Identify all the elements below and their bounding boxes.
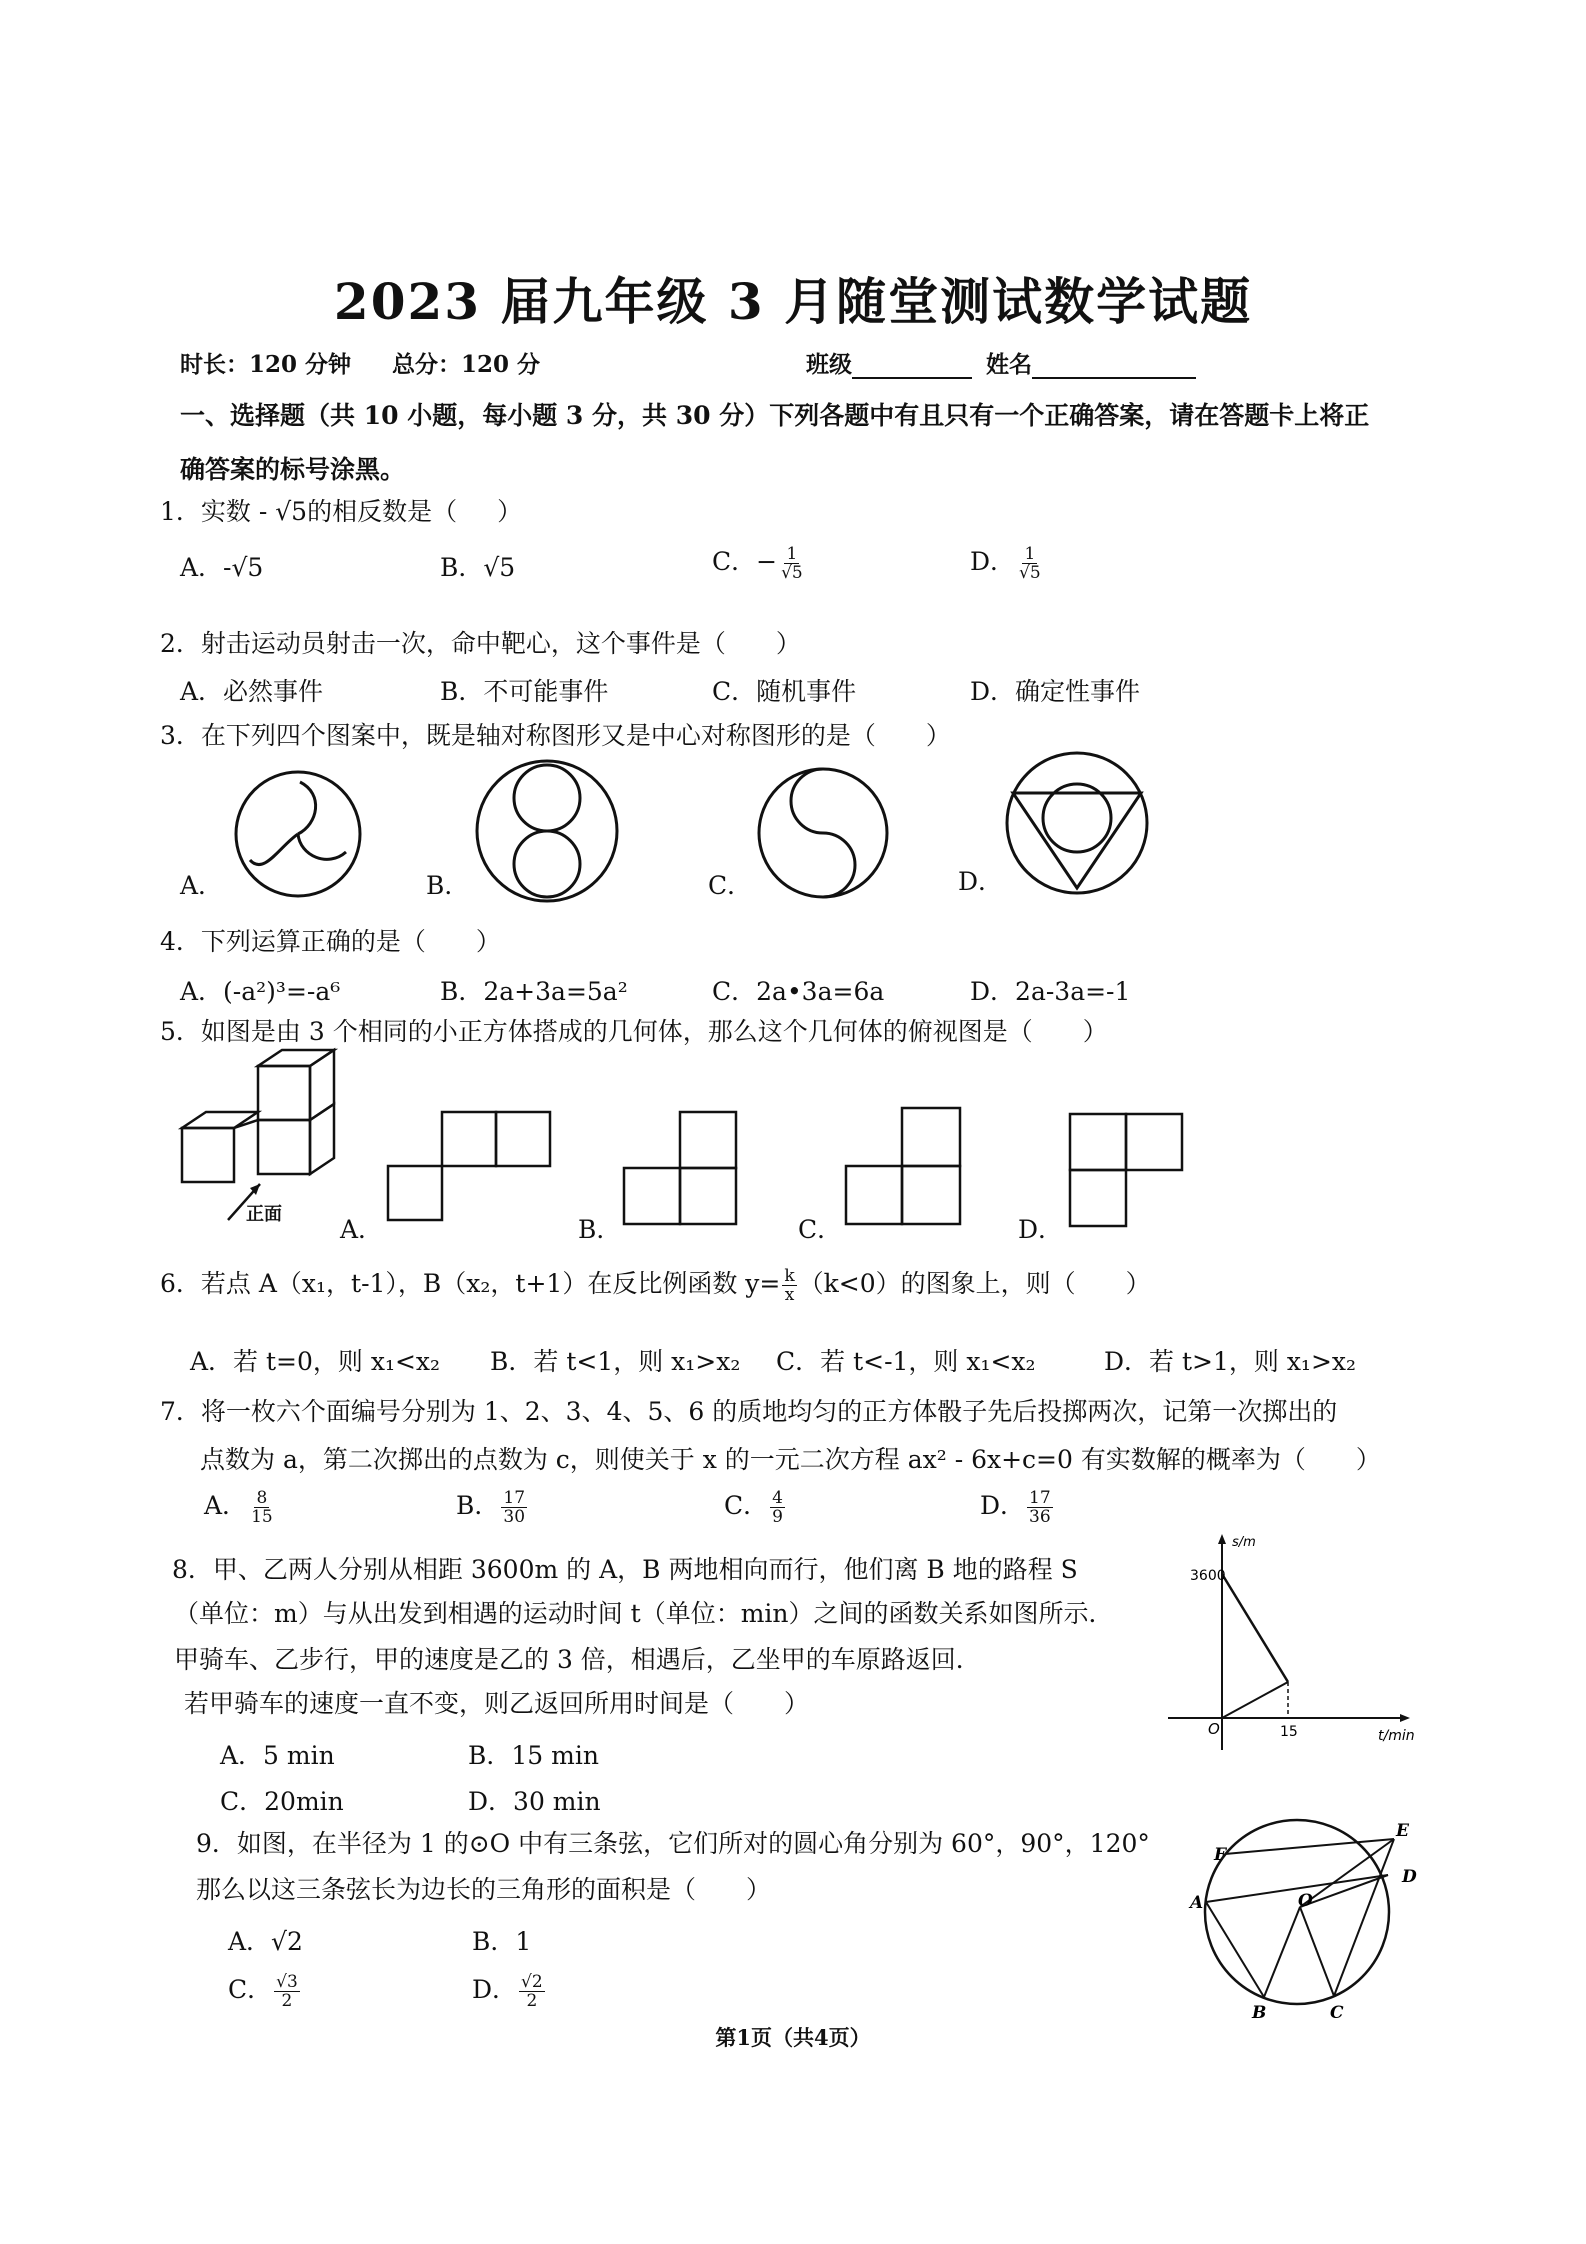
name-blank[interactable] xyxy=(1032,355,1196,379)
q4-option-d[interactable]: D．2a-3a=-1 xyxy=(970,977,1131,1006)
question-8-line1: 8．甲、乙两人分别从相距 3600m 的 A，B 两地相向而行，他们离 B 地的路程 S xyxy=(172,1555,1078,1584)
graph-y-axis-label: s/m xyxy=(1232,1535,1256,1550)
name-label: 姓名 xyxy=(986,351,1032,378)
q1-option-b[interactable]: B．√5 xyxy=(440,553,516,582)
q9-circle-chords-figure xyxy=(1190,1808,1450,2028)
q3-option-a[interactable]: A． xyxy=(180,871,224,900)
point-label-a: A xyxy=(1190,1893,1204,1913)
total-score-info: 总分：120 分 xyxy=(392,351,541,378)
question-4-stem: 4．下列运算正确的是（ ） xyxy=(160,927,501,956)
question-9-line1: 9．如图，在半径为 1 的⊙O 中有三条弦，它们所对的圆心角分别为 60°，90°，120° xyxy=(196,1829,1150,1858)
question-9-line2: 那么以这三条弦长为边长的三角形的面积是（ ） xyxy=(196,1875,772,1904)
question-7-line2: 点数为 a，第二次掷出的点数为 c，则使关于 x 的一元二次方程 ax² - 6x+c=0 有实数解的概率为（ ） xyxy=(200,1445,1381,1474)
page-title: 2023 届九年级 3 月随堂测试数学试题 xyxy=(333,272,1253,331)
q5-option-a[interactable]: A． xyxy=(340,1215,384,1244)
q2-option-b[interactable]: B．不可能事件 xyxy=(440,677,609,706)
q3-option-c[interactable]: C． xyxy=(708,871,753,900)
q1-option-a[interactable]: A．-√5 xyxy=(180,553,264,582)
name-field[interactable] xyxy=(986,346,1196,379)
point-label-d: D xyxy=(1402,1867,1417,1887)
duration-info: 时长：120 分钟 xyxy=(180,351,352,378)
q3-option-d[interactable]: D． xyxy=(958,867,1004,896)
q9-option-a[interactable]: A．√2 xyxy=(228,1927,303,1956)
graph-x-tick: 15 xyxy=(1280,1724,1298,1740)
class-field[interactable] xyxy=(806,346,972,379)
question-6-stem: 6．若点 A（x₁，t-1），B（x₂，t+1）在反比例函数 y= $\frac{k}{x}$ （k<0）的图象上，则（ ） xyxy=(160,1266,1151,1305)
question-7-line1: 7．将一枚六个面编号分别为 1、2、3、4、5、6 的质地均匀的正方体骰子先后投掷两次，记第一次掷出的 xyxy=(160,1397,1338,1426)
question-8-line4: 若甲骑车的速度一直不变，则乙返回所用时间是（ ） xyxy=(184,1689,810,1718)
q6-option-c[interactable]: C．若 t<-1，则 x₁<x₂ xyxy=(776,1347,1036,1376)
q1-option-c[interactable]: C．− $\frac{1}{√5}$ xyxy=(712,544,803,583)
question-8-line2: （单位：m）与从出发到相遇的运动时间 t（单位：min）之间的函数关系如图所示． xyxy=(174,1599,1114,1628)
q4-option-b[interactable]: B．2a+3a=5a² xyxy=(440,977,628,1006)
q3-figure-d-triangle-circle xyxy=(1002,748,1152,898)
q9-option-d[interactable]: D． $\frac{√2}{2}$ xyxy=(472,1972,543,2011)
graph-origin-label: O xyxy=(1208,1720,1220,1738)
page-footer: 第1页（共4页） xyxy=(715,2025,871,2050)
point-label-f: F xyxy=(1214,1845,1227,1865)
question-5-stem: 5．如图是由 3 个相同的小正方体搭成的几何体，那么这个几何体的俯视图是（ ） xyxy=(160,1017,1108,1046)
q5-option-c[interactable]: C． xyxy=(798,1215,843,1244)
q3-figure-a-swirl xyxy=(228,764,368,904)
q8-option-b[interactable]: B．15 min xyxy=(468,1741,599,1770)
q8-option-a[interactable]: A．5 min xyxy=(220,1741,335,1770)
q6-option-d[interactable]: D．若 t>1，则 x₁>x₂ xyxy=(1104,1347,1357,1376)
q4-option-a[interactable]: A．(-a²)³=-a⁶ xyxy=(180,977,341,1006)
q1-option-d[interactable]: D． $\frac{1}{√5}$ xyxy=(970,544,1041,583)
q3-figure-b-figure-eight xyxy=(472,756,622,906)
q5-front-label: 正面 xyxy=(246,1204,282,1225)
q9-option-c[interactable]: C． $\frac{√3}{2}$ xyxy=(228,1972,298,2011)
q3-option-b[interactable]: B． xyxy=(426,871,470,900)
section-instructions-line2: 确答案的标号涂黑。 xyxy=(180,455,406,484)
q5-option-c-figure xyxy=(844,1106,974,1230)
point-label-o: O xyxy=(1298,1891,1313,1911)
q6-option-a[interactable]: A．若 t=0，则 x₁<x₂ xyxy=(190,1347,441,1376)
q8-option-c[interactable]: C．20min xyxy=(220,1787,344,1816)
q8-distance-time-graph xyxy=(1160,1530,1430,1760)
q6-option-b[interactable]: B．若 t<1，则 x₁>x₂ xyxy=(490,1347,741,1376)
point-label-e: E xyxy=(1396,1821,1409,1841)
question-1-stem: 1．实数 - √5的相反数是（ ） xyxy=(160,497,523,526)
point-label-c: C xyxy=(1330,2003,1344,2023)
q5-option-d[interactable]: D． xyxy=(1018,1215,1064,1244)
point-label-b: B xyxy=(1252,2003,1267,2023)
q4-option-c[interactable]: C．2a•3a=6a xyxy=(712,977,885,1006)
question-2-stem: 2．射击运动员射击一次，命中靶心，这个事件是（ ） xyxy=(160,629,801,658)
q5-option-b-figure xyxy=(622,1110,752,1230)
q2-option-a[interactable]: A．必然事件 xyxy=(180,677,324,706)
q7-option-d[interactable]: D． $\frac{17}{36}$ xyxy=(980,1488,1051,1527)
q8-option-d[interactable]: D．30 min xyxy=(468,1787,601,1816)
q2-option-c[interactable]: C．随机事件 xyxy=(712,677,857,706)
q7-option-c[interactable]: C． $\frac{4}{9}$ xyxy=(724,1488,783,1527)
class-label: 班级 xyxy=(806,351,852,378)
graph-y-tick: 3600 xyxy=(1190,1568,1226,1584)
q9-option-b[interactable]: B．1 xyxy=(472,1927,532,1956)
question-3-stem: 3．在下列四个图案中，既是轴对称图形又是中心对称图形的是（ ） xyxy=(160,721,951,750)
question-8-line3: 甲骑车、乙步行，甲的速度是乙的 3 倍，相遇后，乙坐甲的车原路返回． xyxy=(174,1645,981,1674)
q3-figure-c-yin-yang xyxy=(752,762,894,904)
q5-option-d-figure xyxy=(1068,1112,1198,1232)
q2-option-d[interactable]: D．确定性事件 xyxy=(970,677,1141,706)
graph-x-axis-label: t/min xyxy=(1378,1728,1415,1744)
q5-option-b[interactable]: B． xyxy=(578,1215,622,1244)
q7-option-b[interactable]: B． $\frac{17}{30}$ xyxy=(456,1488,526,1527)
class-blank[interactable] xyxy=(852,355,972,379)
section-instructions-line1: 一、选择题（共 10 小题，每小题 3 分，共 30 分）下列各题中有且只有一个正确答案，请在答题卡上将正 xyxy=(180,401,1370,430)
q5-option-a-figure xyxy=(386,1110,546,1230)
q7-option-a[interactable]: A． $\frac{8}{15}$ xyxy=(204,1488,273,1527)
